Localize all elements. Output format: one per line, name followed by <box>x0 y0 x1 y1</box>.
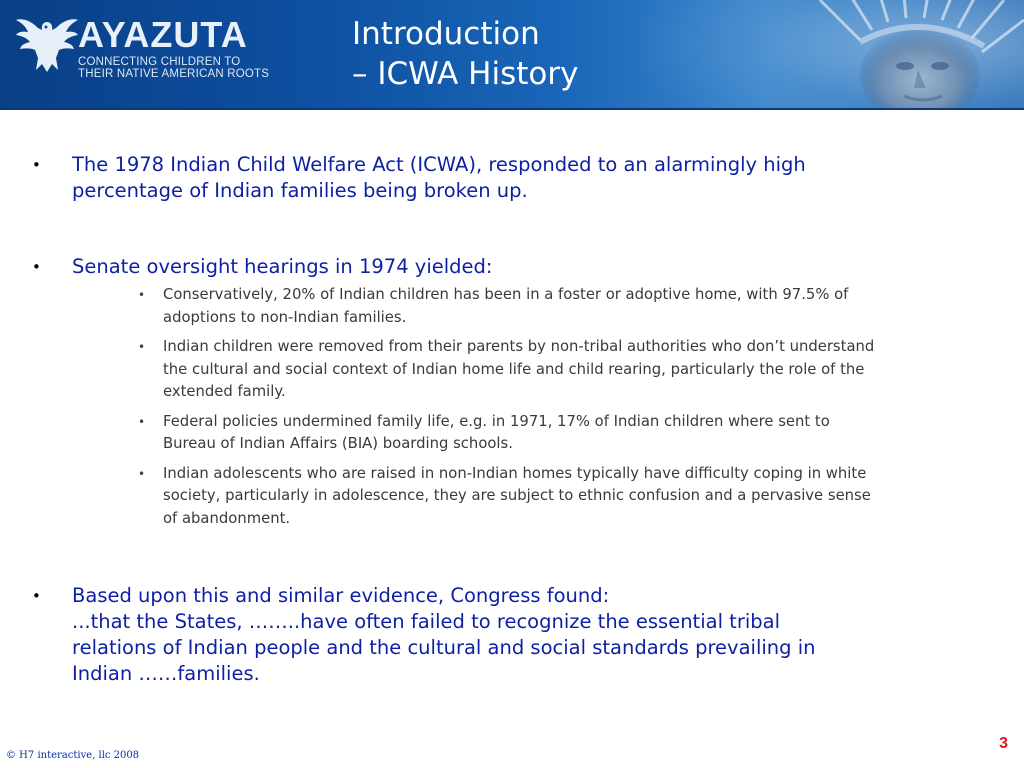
sub-bullet-list <box>32 284 1002 530</box>
sub-bullet-dot-icon: • <box>138 288 146 302</box>
slide-title-line-2: – ICWA History <box>352 56 579 92</box>
sub-bullet-text-line: adoptions to non-Indian families. <box>163 308 407 326</box>
bullet-text-line: Senate oversight hearings in 1974 yielded: <box>72 255 493 278</box>
sub-bullet-text-line: the cultural and social context of Indian home life and child rearing, particularly the role of the <box>163 360 865 378</box>
bullet-congress-found <box>32 583 1002 687</box>
sub-bullet-dot-icon: • <box>138 466 146 481</box>
bullet-text-line: The 1978 Indian Child Welfare Act (ICWA), responded to an alarmingly high <box>72 153 806 176</box>
logo-tagline-line-1: CONNECTING CHILDREN TO <box>78 56 241 68</box>
slide-title <box>352 14 578 94</box>
bullet-icwa-1978 <box>32 152 1002 204</box>
sub-bullet-dot-icon: • <box>138 414 146 429</box>
bullet-text-line: ...that the States, ……..have often failed to recognize the essential tribal <box>72 610 781 633</box>
sub-bullet-text-line: extended family. <box>163 383 286 400</box>
sub-bullet-text-line: of abandonment. <box>163 509 291 527</box>
bullet-text-line: percentage of Indian families being broken up. <box>72 179 528 202</box>
logo-tagline-line-2: THEIR NATIVE AMERICAN ROOTS <box>78 68 270 80</box>
logo-name: AYAZUTA <box>78 14 248 55</box>
native-elder-photo-icon <box>800 0 1024 110</box>
sub-bullet-text-line: Indian adolescents who are raised in non-Indian homes typically have difficulty coping in white <box>163 464 867 482</box>
sub-bullet-text-line: Federal policies undermined family life, e.g. in 1971, 17% of Indian children where sent to <box>163 412 830 430</box>
bullet-senate-hearings <box>32 254 1002 280</box>
bullet-dot-icon: • <box>32 587 41 605</box>
sub-bullet-text-line: Conservatively, 20% of Indian children has been in a foster or adoptive home, with 97.5% of <box>163 286 849 303</box>
sub-bullet-adolescents <box>32 463 1002 531</box>
sub-bullet-dot-icon: • <box>138 340 146 354</box>
slide-content <box>32 152 1002 687</box>
bullet-dot-icon: • <box>32 258 41 276</box>
footer-copyright: © H7 interactive, llc 2008 <box>6 750 140 761</box>
header-divider <box>0 108 1024 110</box>
sub-bullet-text-line: society, particularly in adolescence, they are subject to ethnic confusion and a pervasive sense <box>163 487 871 504</box>
eagle-icon <box>16 14 78 74</box>
logo-tagline <box>78 56 269 80</box>
sub-bullet-text-line: Bureau of Indian Affairs (BIA) boarding schools. <box>163 435 513 452</box>
page-number: 3 <box>999 735 1008 752</box>
bullet-text-line: Based upon this and similar evidence, Congress found: <box>72 584 610 607</box>
sub-bullet-foster-adoption <box>32 284 1002 329</box>
slide-title-line-1: Introduction <box>352 16 540 52</box>
bullet-text-line: Indian ……families. <box>72 662 260 685</box>
bullet-text-line: relations of Indian people and the cultural and social standards prevailing in <box>72 636 816 659</box>
header-banner <box>0 0 1024 110</box>
sub-bullet-federal-policies <box>32 411 1002 456</box>
sub-bullet-text-line: Indian children were removed from their parents by non-tribal authorities who don’t understand <box>163 338 875 355</box>
bullet-dot-icon: • <box>32 156 41 174</box>
ayazuta-logo[interactable] <box>10 8 300 98</box>
sub-bullet-non-tribal-removal <box>32 336 1002 404</box>
